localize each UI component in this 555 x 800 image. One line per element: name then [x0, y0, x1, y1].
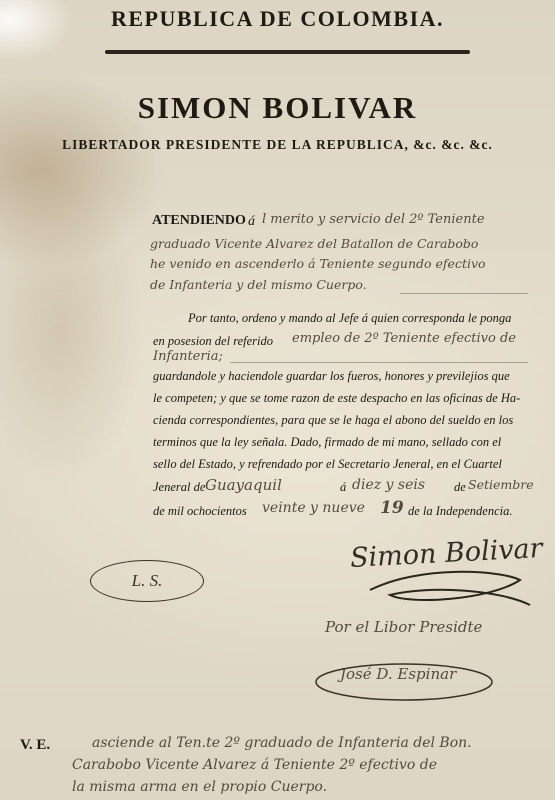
signature-flourish — [350, 560, 550, 620]
body-line-9b: de la Independencia. — [408, 504, 513, 518]
body-line-8b: á — [340, 480, 347, 494]
body-line-1: Por tanto, ordeno y mando al Jefe á quien corresponda le ponga — [188, 311, 512, 325]
body-line-3: guardandole y haciendole guardar los fueros, honores y previlejios que — [153, 369, 510, 383]
body-line-4: le competen; y que se tome razon de este despacho en las oficinas de Ha- — [153, 391, 521, 405]
handwritten-employment: empleo de 2º Teniente efectivo de — [292, 331, 516, 346]
handwritten-line-4: de Infanteria y del mismo Cuerpo. — [150, 277, 367, 292]
bolivar-signature: Simon Bolivar — [349, 532, 544, 575]
body-line-7: sello del Estado, y refrendado por el Secretario Jeneral, en el Cuartel — [153, 457, 502, 471]
a-word: á — [248, 214, 255, 229]
body-line-2: en posesion del referido — [153, 334, 274, 348]
footer-handwritten-1: asciende al Ten.te 2º graduado de Infanteria del Bon. — [92, 735, 472, 751]
body-line-8c: de — [454, 480, 466, 494]
handwritten-line-1: l merito y servicio del 2º Teniente — [262, 212, 485, 227]
ve-label: V. E. — [20, 737, 51, 753]
handwritten-place: Guayaquil — [205, 476, 282, 494]
bolivar-heading: SIMON BOLIVAR — [137, 90, 418, 125]
fill-line — [230, 362, 528, 363]
handwritten-year: veinte y nueve — [262, 500, 365, 516]
fill-line — [400, 293, 528, 294]
republic-heading: REPUBLICA DE COLOMBIA. — [110, 6, 445, 31]
body-line-5: cienda correspondientes, para que se le haga el abono del sueldo en los — [153, 413, 514, 427]
secretary-signature: José D. Espinar — [340, 665, 457, 683]
por-el-libertador: Por el Libor Presidte — [325, 618, 483, 636]
handwritten-line-2: graduado Vicente Alvarez del Batallon de Carabobo — [150, 236, 479, 251]
header-rule — [105, 50, 470, 54]
body-line-6: terminos que la ley señala. Dado, firmado de mi mano, sellado con el — [153, 435, 502, 449]
footer-handwritten-2: Carabobo Vicente Alvarez á Teniente 2º efectivo de — [72, 757, 437, 773]
atendiendo-word: ATENDIENDO — [152, 213, 246, 228]
handwritten-infanteria: Infanteria; — [153, 349, 223, 364]
handwritten-month: Setiembre — [468, 477, 534, 492]
subtitle-heading: LIBERTADOR PRESIDENTE DE LA REPUBLICA, &c. &c. &c. — [62, 137, 493, 152]
footer-handwritten-3: la misma arma en el propio Cuerpo. — [72, 779, 328, 795]
handwritten-number: 19 — [380, 498, 404, 518]
handwritten-day: diez y seis — [352, 477, 426, 493]
body-line-9a: de mil ochocientos — [153, 504, 247, 518]
body-line-8a: Jeneral de — [153, 480, 206, 494]
seal-ls: L. S. — [90, 560, 204, 602]
handwritten-line-3: he venido en ascenderlo á Teniente segundo efectivo — [150, 256, 486, 271]
